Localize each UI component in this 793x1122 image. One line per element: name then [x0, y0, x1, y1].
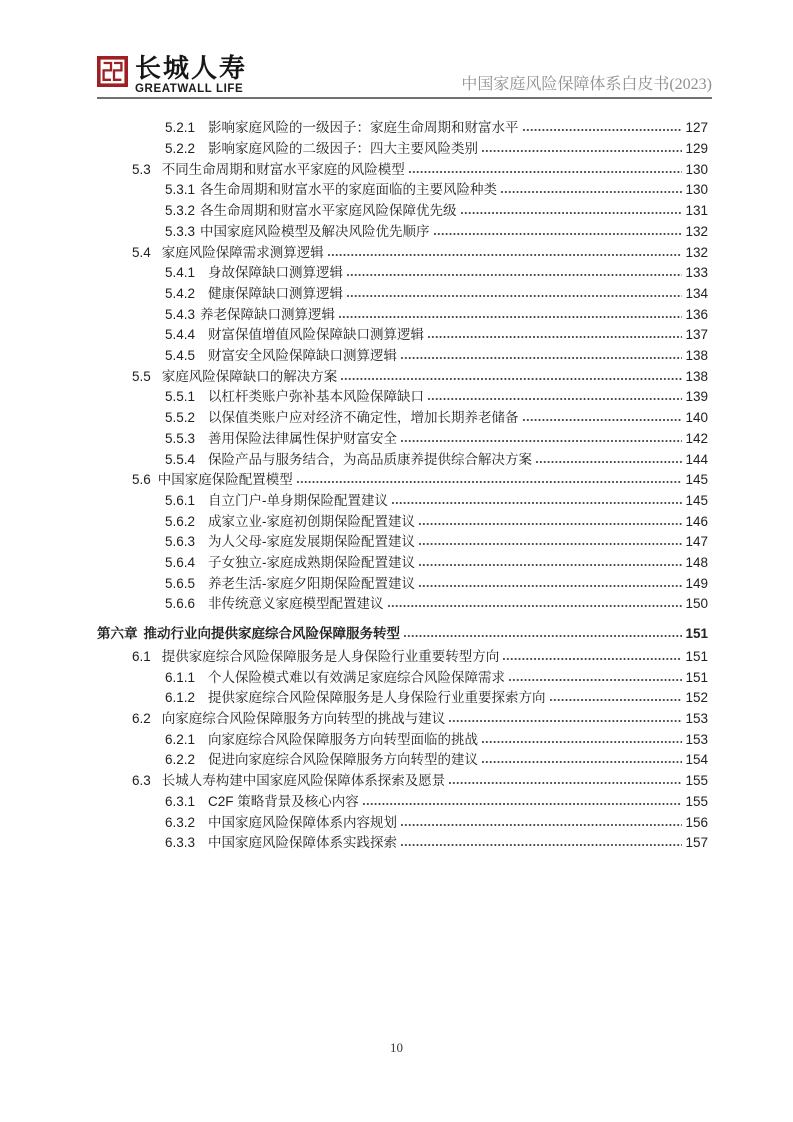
dotted-leader [433, 232, 683, 236]
toc-entry-page: 145 [685, 492, 708, 508]
toc-entry-title: 向家庭综合风险保障服务方向转型的挑战与建议 [161, 710, 446, 726]
toc-entry [97, 532, 712, 553]
doc-title: 中国家庭风险保障体系白皮书(2023) [461, 76, 712, 94]
toc-entry [97, 263, 712, 284]
toc-entry-title: 提供家庭综合风险保障服务是人身保险行业重要转型方向 [161, 648, 500, 664]
toc-entry-title: 身故保障缺口测算逻辑 [208, 265, 344, 281]
toc-entry-number: 5.4.5 [165, 348, 196, 364]
toc-entry-number: 6.2.1 [165, 731, 196, 747]
toc-entry-number: 5.6.5 [165, 575, 196, 591]
toc-entry-title: 不同生命周期和财富水平家庭的风险模型 [161, 161, 405, 177]
dotted-leader [346, 294, 682, 298]
dotted-leader [508, 678, 682, 682]
dotted-leader [408, 170, 683, 174]
toc-entry-title: 保险产品与服务结合，为高品质康养提供综合解决方案 [208, 451, 533, 467]
logo-cn-text: 长城人寿 [135, 54, 248, 83]
logo-en-text: GREATWALL LIFE [135, 83, 244, 96]
toc-entry-number: 6.3.3 [165, 835, 196, 851]
toc-entry-page: 142 [685, 430, 708, 446]
toc-entry-title: 中国家庭风险保障体系内容规划 [208, 814, 398, 830]
toc-entry-number: 5.5.2 [165, 410, 196, 426]
toc-entry-title: 非传统意义家庭模型配置建议 [208, 596, 384, 612]
toc-entry [97, 792, 712, 813]
greatwall-maze-icon [97, 55, 128, 88]
toc-entry-page: 144 [685, 451, 708, 467]
toc-entry-title: 中国家庭风险模型及解决风险优先顺序 [200, 223, 430, 239]
toc-entry [97, 222, 712, 243]
toc-entry-page: 150 [685, 596, 708, 612]
dotted-leader [338, 315, 682, 319]
toc-entry [97, 730, 712, 751]
toc-entry [97, 118, 712, 139]
toc-entry-title: 财富安全风险保障缺口测算逻辑 [208, 348, 398, 364]
toc-entry [97, 201, 712, 222]
toc-entry [97, 346, 712, 367]
toc-entry-title: 以杠杆类账户弥补基本风险保障缺口 [208, 389, 425, 405]
toc-entry-title: 养老生活-家庭夕阳期保险配置建议 [208, 575, 416, 591]
toc-entry-title: 以保值类账户应对经济不确定性，增加长期养老储备 [208, 410, 519, 426]
toc-entry-page: 146 [685, 513, 708, 529]
toc-entry [97, 491, 712, 512]
dotted-leader [403, 634, 682, 638]
dotted-leader [448, 781, 682, 785]
toc-entry [97, 512, 712, 533]
toc-entry [97, 325, 712, 346]
dotted-leader [502, 657, 682, 661]
toc-entry-title: 推动行业向提供家庭综合风险保障服务转型 [143, 626, 400, 642]
dotted-leader [400, 356, 682, 360]
toc-entry-title: 子女独立-家庭成熟期保险配置建议 [208, 555, 416, 571]
toc-entry-page: 147 [685, 534, 708, 550]
toc-entry-page: 152 [685, 690, 708, 706]
toc-entry-title: 促进向家庭综合风险保障服务方向转型的建议 [208, 752, 479, 768]
toc-entry-title: 各生命周期和财富水平家庭风险保障优先级 [200, 203, 457, 219]
page-header [97, 55, 712, 99]
toc-entry-number: 6.1.2 [165, 690, 196, 706]
toc-entry-number: 5.4.3 [165, 306, 196, 322]
dotted-leader [400, 439, 682, 443]
dotted-leader [400, 843, 682, 847]
dotted-leader [327, 253, 683, 257]
toc-entry-title: 个人保险模式难以有效满足家庭综合风险保障需求 [208, 669, 506, 685]
toc-entry-page: 154 [685, 752, 708, 768]
toc-entry-title: 提供家庭综合风险保障服务是人身保险行业重要探索方向 [208, 690, 546, 706]
toc-entry-number: 5.3 [132, 161, 151, 177]
toc-entry-page: 133 [685, 265, 708, 281]
dotted-leader [362, 802, 683, 806]
dotted-leader [549, 698, 683, 702]
toc-entry-number: 6.1 [132, 648, 151, 664]
toc-entry-title: 长城人寿构建中国家庭风险保障体系探索及愿景 [161, 773, 446, 789]
dotted-leader [522, 128, 683, 132]
toc-entry-title: C2F 策略背景及核心内容 [208, 793, 359, 809]
toc-entry-number: 5.6.6 [165, 596, 196, 612]
toc-entry [97, 284, 712, 305]
toc-entry-page: 153 [685, 710, 708, 726]
toc-entry-page: 155 [685, 773, 708, 789]
toc-entry [97, 139, 712, 160]
toc-entry [97, 180, 712, 201]
toc-entry-number: 5.6 [132, 472, 151, 488]
toc-entry [97, 305, 712, 326]
toc-entry-page: 155 [685, 793, 708, 809]
toc-entry-number: 5.4.4 [165, 327, 196, 343]
toc-entry-page: 148 [685, 555, 708, 571]
toc-entry-page: 151 [685, 669, 708, 685]
toc-entry-number: 5.6.2 [165, 513, 196, 529]
toc-entry-title: 各生命周期和财富水平的家庭面临的主要风险种类 [200, 182, 498, 198]
toc-entry-number: 5.3.3 [165, 223, 196, 239]
dotted-leader [427, 335, 682, 339]
toc-entry-number: 5.6.3 [165, 534, 196, 550]
toc-entry-number: 5.6.4 [165, 555, 196, 571]
toc-entry-number: 6.3.2 [165, 814, 196, 830]
toc-entry-title: 财富保值增值风险保障缺口测算逻辑 [208, 327, 425, 343]
toc-entry [97, 813, 712, 834]
toc-entry [97, 243, 712, 264]
toc-entry [97, 668, 712, 689]
toc-entry [97, 833, 712, 854]
greatwall-logo [97, 55, 247, 95]
toc-entry-number: 5.4.1 [165, 265, 196, 281]
toc-entry-title: 为人父母-家庭发展期保险配置建议 [208, 534, 416, 550]
dotted-leader [418, 522, 682, 526]
toc-entry [97, 771, 712, 792]
toc-entry-number: 5.3.2 [165, 203, 196, 219]
toc-entry-title: 养老保障缺口测算逻辑 [200, 306, 336, 322]
toc-entry [97, 429, 712, 450]
toc-entry-number: 5.2.1 [165, 120, 196, 136]
toc-entry-number: 5.2.2 [165, 141, 196, 156]
toc-entry-page: 134 [685, 285, 708, 301]
toc-entry [97, 750, 712, 771]
toc-entry-page: 132 [685, 244, 708, 260]
toc-entry [97, 594, 712, 615]
toc-entry-page: 139 [685, 389, 708, 405]
toc-entry-title: 中国家庭保险配置模型 [157, 472, 293, 488]
toc-list [97, 118, 712, 854]
dotted-leader [391, 501, 682, 505]
toc-entry-page: 136 [685, 306, 708, 322]
toc-entry [97, 367, 712, 388]
toc-entry-number: 5.5 [132, 368, 151, 384]
dotted-leader [418, 584, 682, 588]
toc-entry-title: 自立门户-单身期保险配置建议 [208, 492, 389, 508]
toc-entry-page: 130 [685, 161, 708, 177]
dotted-leader [296, 480, 683, 484]
toc-entry-title: 家庭风险保障缺口的解决方案 [161, 368, 338, 384]
page-number: 10 [390, 1040, 403, 1055]
toc-entry [97, 470, 712, 491]
toc-entry-page: 132 [685, 223, 708, 239]
toc-entry-page: 156 [685, 814, 708, 830]
toc-entry [97, 574, 712, 595]
toc-entry-number: 5.5.1 [165, 389, 196, 405]
dotted-leader [400, 823, 682, 827]
dotted-leader [418, 563, 682, 567]
dotted-leader [448, 719, 682, 723]
toc-entry [97, 688, 712, 709]
toc-entry-number: 5.4.2 [165, 285, 196, 301]
toc-entry-number: 6.2 [132, 710, 151, 726]
toc-entry [97, 553, 712, 574]
dotted-leader [427, 397, 682, 401]
dotted-leader [500, 190, 682, 194]
toc-entry-page: 151 [685, 626, 708, 642]
toc-entry-number: 5.4 [132, 244, 151, 260]
toc-entry-title: 向家庭综合风险保障服务方向转型面临的挑战 [208, 731, 479, 747]
toc-entry-page: 137 [685, 327, 708, 343]
dotted-leader [460, 211, 683, 215]
toc-entry-page: 127 [685, 120, 708, 136]
toc-entry-page: 145 [685, 472, 708, 488]
toc-entry-title: 健康保障缺口测算逻辑 [208, 285, 344, 301]
toc-entry-title: 中国家庭风险保障体系实践探索 [208, 835, 398, 851]
toc-entry [97, 647, 712, 668]
page-footer [0, 1040, 793, 1056]
dotted-leader [340, 377, 682, 381]
toc-entry-number: 5.6.1 [165, 492, 196, 508]
toc-entry-number: 6.3 [132, 773, 151, 789]
logo-text-block [135, 55, 247, 95]
toc-entry-page: 129 [685, 141, 708, 156]
dotted-leader [418, 542, 682, 546]
toc-entry-number: 6.3.1 [165, 793, 196, 809]
toc-entry-number: 6.2.2 [165, 752, 196, 768]
toc-entry-page: 157 [685, 835, 708, 851]
toc-entry-title: 善用保险法律属性保护财富安全 [208, 430, 398, 446]
dotted-leader [535, 460, 682, 464]
toc-entry-number: 5.5.4 [165, 451, 196, 467]
toc-entry-number: 5.5.3 [165, 430, 196, 446]
toc-entry-number: 第六章 [97, 626, 138, 642]
toc-entry-number: 6.1.1 [165, 669, 196, 685]
toc-entry-page: 149 [685, 575, 708, 591]
toc-entry [97, 450, 712, 471]
toc-entry [97, 160, 712, 181]
dotted-leader [522, 418, 683, 422]
dotted-leader [481, 149, 682, 153]
toc-entry-title: 成家立业-家庭初创期保险配置建议 [208, 513, 416, 529]
dotted-leader [387, 604, 683, 608]
dotted-leader [481, 740, 682, 744]
toc-entry [97, 709, 712, 730]
toc-entry-title: 家庭风险保障需求测算逻辑 [161, 244, 324, 260]
toc-entry-number: 5.3.1 [165, 182, 196, 198]
toc-entry [97, 624, 712, 645]
dotted-leader [481, 760, 682, 764]
toc-entry [97, 387, 712, 408]
toc-entry-title: 影响家庭风险的一级因子：家庭生命周期和财富水平 [208, 120, 519, 136]
toc-entry-page: 131 [685, 203, 708, 219]
toc-entry-page: 138 [685, 348, 708, 364]
toc-entry-page: 151 [685, 648, 708, 664]
toc-entry-page: 138 [685, 368, 708, 384]
toc-entry-title: 影响家庭风险的二级因子：四大主要风险类别 [208, 141, 479, 156]
toc-entry-page: 140 [685, 410, 708, 426]
dotted-leader [346, 273, 682, 277]
toc-entry-page: 130 [685, 182, 708, 198]
toc-entry-page: 153 [685, 731, 708, 747]
toc-entry [97, 408, 712, 429]
